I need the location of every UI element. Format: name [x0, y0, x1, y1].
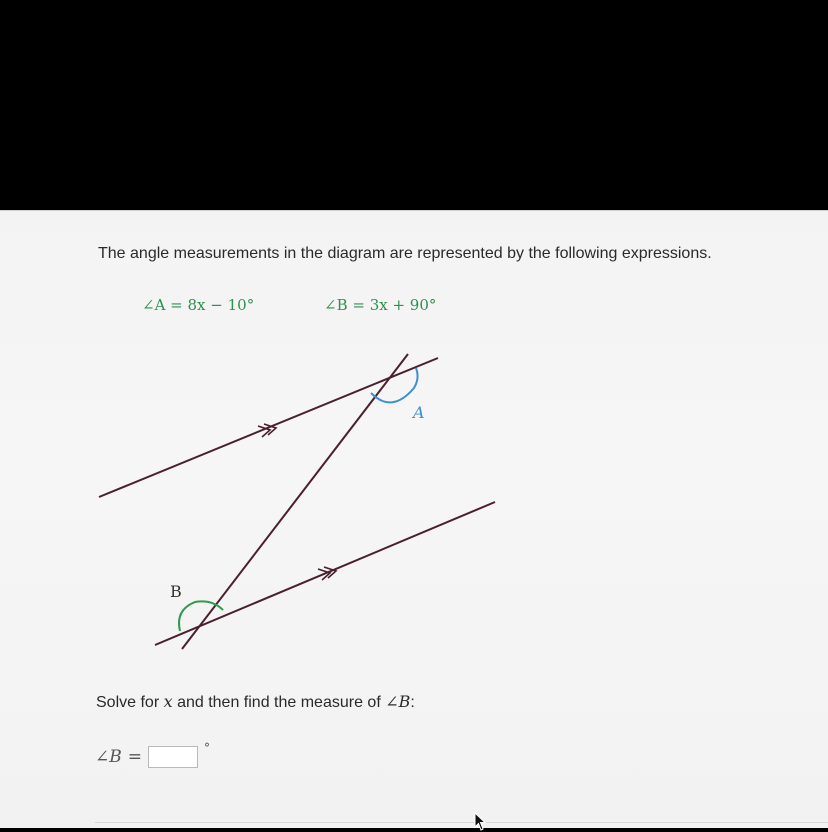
degree-unit: ° — [204, 741, 210, 755]
solve-prompt — [96, 692, 415, 712]
solve-angle: ∠B — [385, 692, 411, 711]
angle-a-expression: ∠A = 8x − 10° — [142, 296, 255, 314]
answer-equals: = — [127, 747, 142, 767]
solve-variable: x — [163, 692, 173, 711]
solve-suffix: : — [410, 694, 415, 711]
solve-middle: and then find the measure of — [172, 694, 386, 711]
mouse-cursor-icon — [474, 812, 488, 832]
answer-input[interactable] — [148, 746, 198, 768]
answer-angle-label: ∠B — [95, 747, 122, 767]
angle-a-label: A — [413, 403, 425, 422]
parallel-lines-diagram — [0, 210, 828, 828]
question-text: The angle measurements in the diagram are represented by the following expressions. — [98, 245, 712, 262]
angle-b-expression: ∠B = 3x + 90° — [324, 296, 437, 314]
lower-parallel-line — [155, 502, 495, 645]
bottom-divider — [95, 822, 828, 823]
black-region — [0, 0, 828, 210]
angle-b-label: B — [170, 582, 182, 601]
answer-row — [95, 741, 210, 768]
solve-prefix: Solve for — [96, 694, 164, 711]
question-page — [0, 210, 828, 828]
upper-parallel-line — [99, 358, 438, 497]
